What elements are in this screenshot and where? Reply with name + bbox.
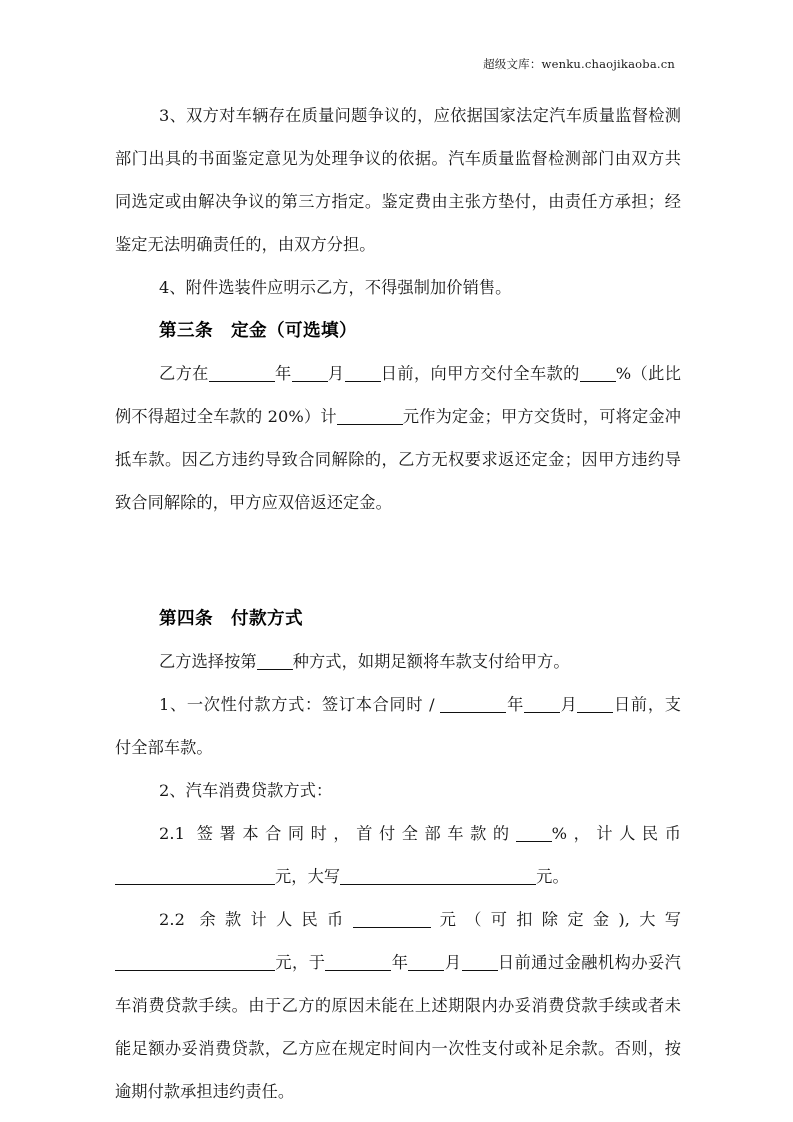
blank-lumpsum-year[interactable] <box>440 696 506 713</box>
text-seg: 年 <box>391 953 409 972</box>
text-seg: 2.2 余款计人民币 <box>159 910 353 929</box>
text-seg: 乙方选择按第 <box>159 652 257 671</box>
text-seg: 2.1 签署本合同时，首付全部车款的 <box>159 824 516 843</box>
text-seg: 月 <box>559 695 578 714</box>
heading-clause-4-title: 付款方式 <box>230 608 303 629</box>
blank-deposit-year[interactable] <box>209 365 275 382</box>
paragraph-spacer-half <box>115 567 681 597</box>
heading-clause-4-number: 第四条 <box>159 608 213 629</box>
blank-balance-amount-words[interactable] <box>115 954 275 971</box>
document-body <box>115 94 681 1113</box>
text-seg: 日前通过金融机构办妥汽车消费贷款手续。由于乙方的原因未能在上述期限内办妥消费贷款手续或者未能足额办妥消费贷款，乙方应在规定时间内一次性支付或补足余款。否则，按逾期付款承担违约责任。 <box>115 953 681 1101</box>
text-seg: 年 <box>506 695 524 714</box>
text-seg: 元，大写 <box>275 867 341 886</box>
paragraph-clause4-intro <box>115 640 681 683</box>
paragraph-spacer <box>115 524 681 567</box>
blank-downpayment-amount-words[interactable] <box>340 868 536 885</box>
text-seg: 月 <box>444 953 462 972</box>
text-seg: 日前，支付全部车款。 <box>115 695 681 757</box>
paragraph-clause3-body <box>115 352 681 524</box>
paragraph-clause4-item2-1 <box>115 812 681 898</box>
blank-downpayment-percent[interactable] <box>516 825 552 842</box>
heading-clause-3-title: 定金（可选填） <box>230 320 357 341</box>
blank-loan-month[interactable] <box>408 954 444 971</box>
blank-deposit-month[interactable] <box>292 365 328 382</box>
heading-clause-3-number: 第三条 <box>159 320 213 341</box>
blank-lumpsum-month[interactable] <box>524 696 560 713</box>
text-seg: 乙方在 <box>159 364 209 383</box>
text-seg: 元作为定金；甲方交货时，可将定金冲抵车款。因乙方违约导致合同解除的，乙方无权要求返还定金；因甲方违约导致合同解除的，甲方应双倍返还定金。 <box>115 407 682 512</box>
paragraph-clause4-item1 <box>115 683 681 769</box>
paragraph-clause4-item2-2 <box>115 898 681 1113</box>
blank-loan-year[interactable] <box>325 954 391 971</box>
text-seg: 元。 <box>536 867 569 886</box>
blank-deposit-day[interactable] <box>345 365 381 382</box>
blank-deposit-percent[interactable] <box>580 365 616 382</box>
text-seg: 年 <box>274 364 292 383</box>
blank-balance-amount[interactable] <box>353 911 431 928</box>
blank-loan-day[interactable] <box>462 954 498 971</box>
text-seg: 种方式，如期足额将车款支付给甲方。 <box>292 652 570 671</box>
blank-downpayment-amount[interactable] <box>115 868 275 885</box>
text-seg: 1、一次性付款方式：签订本合同时 / <box>159 695 441 714</box>
paragraph-clause4-item2: 2、汽车消费贷款方式： <box>159 781 333 800</box>
paragraph-clause2-item3: 3、双方对车辆存在质量问题争议的，应依据国家法定汽车质量监督检测部门出具的书面鉴定意见为处理争议的依据。汽车质量监督检测部门由双方共同选定或由解决争议的第三方指定。鉴定费由主张方垫付，由责任方承担；经鉴定无法明确责任的，由双方分担。 <box>115 106 681 254</box>
text-seg: 日前，向甲方交付全车款的 <box>380 364 580 383</box>
text-seg: 元，于 <box>275 953 326 972</box>
blank-lumpsum-day[interactable] <box>577 696 613 713</box>
heading-clause-4 <box>115 597 681 640</box>
text-seg: 月 <box>327 364 345 383</box>
text-seg: %，计人民币 <box>551 824 681 843</box>
heading-clause-3 <box>115 309 681 352</box>
text-seg: 元（可扣除定金),大写 <box>430 910 682 929</box>
text-seg: %（此比例不得超过全车款的 20%）计 <box>115 364 681 426</box>
page-header-watermark: 超级文库：wenku.chaojikaoba.cn <box>483 57 675 71</box>
blank-deposit-amount[interactable] <box>337 408 403 425</box>
paragraph-clause2-item4: 4、附件选装件应明示乙方，不得强制加价销售。 <box>159 278 512 297</box>
blank-payment-method-number[interactable] <box>257 653 293 670</box>
